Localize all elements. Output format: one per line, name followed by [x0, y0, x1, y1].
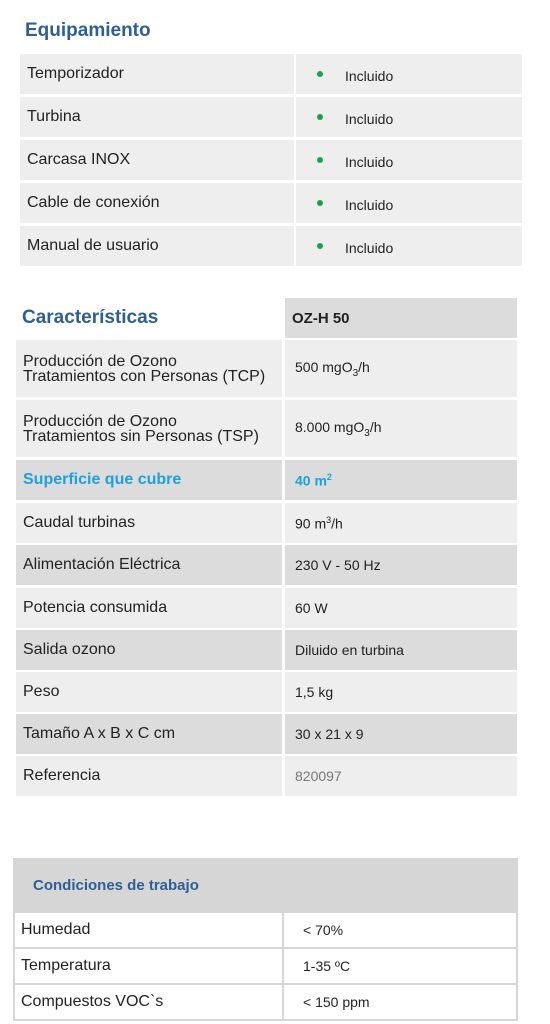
- spec-label: [16, 340, 282, 397]
- spec-value-text: 230 V - 50 Hz: [295, 557, 381, 573]
- spec-label: [16, 714, 282, 754]
- spec-value-text: Diluido en turbina: [295, 642, 404, 658]
- equipment-status-label: Incluido: [345, 240, 394, 256]
- condition-label-text: Temperatura: [21, 957, 111, 974]
- equipment-status: [296, 54, 522, 94]
- model-header: [285, 298, 517, 338]
- spec-label-text: Alimentación Eléctrica: [23, 556, 181, 573]
- spec-label: [16, 588, 282, 628]
- spec-label-text: Tamaño A x B x C cm: [23, 725, 176, 742]
- equipment-item: [20, 183, 294, 223]
- equipment-item-label: Cable de conexión: [27, 194, 160, 211]
- spec-value: [285, 588, 517, 628]
- spec-label: [16, 630, 282, 670]
- spec-label-text: Peso: [23, 683, 60, 700]
- condition-label-text: Humedad: [21, 921, 91, 938]
- spec-value: [285, 714, 517, 754]
- condiciones-header: [15, 860, 516, 911]
- spec-label: [16, 503, 282, 543]
- equipment-item: [20, 54, 294, 94]
- spec-value-text: 60 W: [295, 600, 328, 616]
- condition-value-text: < 70%: [303, 922, 344, 938]
- spec-label-text: Superficie que cubre: [23, 471, 182, 488]
- spec-label-text: Producción de Ozono Tratamientos sin Personas (TSP): [23, 412, 259, 445]
- spec-label-text: Referencia: [23, 767, 101, 784]
- equipment-status-label: Incluido: [345, 197, 394, 213]
- equipment-item-label: Turbina: [27, 108, 81, 125]
- spec-label: [16, 400, 282, 457]
- equipment-item: [20, 97, 294, 137]
- condition-value: [284, 949, 516, 983]
- equipment-status-label: Incluido: [345, 111, 394, 127]
- condition-label: [15, 949, 282, 983]
- spec-value-text: 40 $m^2$: [295, 471, 332, 489]
- equipment-status: [296, 183, 522, 223]
- spec-value: [285, 460, 517, 500]
- bullet-icon: [317, 114, 323, 120]
- spec-label: [16, 545, 282, 585]
- bullet-icon: [317, 157, 323, 163]
- spec-label-text: Producción de Ozono Tratamientos con Personas (TCP): [23, 352, 266, 385]
- equipment-status-label: Incluido: [345, 68, 394, 84]
- spec-label-text: Caudal turbinas: [23, 514, 136, 531]
- equipment-item-label: Temporizador: [27, 65, 124, 82]
- spec-label: [16, 460, 282, 500]
- spec-label: [16, 672, 282, 712]
- equipment-item: [20, 140, 294, 180]
- spec-value: [285, 756, 517, 796]
- equipamiento-title: Equipamiento: [25, 20, 151, 41]
- condition-value: [284, 985, 516, 1019]
- equipment-status: [296, 226, 522, 266]
- spec-label: [16, 756, 282, 796]
- condition-label: [15, 913, 282, 947]
- bullet-icon: [317, 71, 323, 77]
- condiciones-title: Condiciones de trabajo: [33, 877, 199, 894]
- condition-value-text: 1-35 ºC: [303, 958, 351, 974]
- condition-label-text: Compuestos VOC`s: [21, 993, 164, 1010]
- spec-value: [285, 400, 517, 457]
- spec-value-text: 8.000 mgO$_3$/h: [295, 418, 382, 439]
- equipment-item-label: Carcasa INOX: [27, 151, 131, 168]
- spec-value-text: 500 mgO$_3$/h: [295, 358, 370, 379]
- equipment-status: [296, 140, 522, 180]
- condition-label: [15, 985, 282, 1019]
- equipment-item: [20, 226, 294, 266]
- model-label: OZ-H 50: [292, 309, 350, 327]
- spec-value: [285, 630, 517, 670]
- spec-value: [285, 340, 517, 397]
- condition-value-text: < 150 ppm: [303, 994, 370, 1010]
- spec-value-text: 1,5 kg: [295, 684, 334, 700]
- equipment-status: [296, 97, 522, 137]
- equipment-status-label: Incluido: [345, 154, 394, 170]
- spec-value: [285, 503, 517, 543]
- bullet-icon: [317, 200, 323, 206]
- caracteristicas-title: Características: [22, 307, 159, 328]
- spec-value-text: 90 $m^3/h$: [295, 514, 343, 532]
- spec-value: [285, 545, 517, 585]
- spec-value: [285, 672, 517, 712]
- condition-value: [284, 913, 516, 947]
- spec-label-text: Potencia consumida: [23, 599, 168, 616]
- bullet-icon: [317, 243, 323, 249]
- equipment-item-label: Manual de usuario: [27, 237, 159, 254]
- spec-value-text: 30 x 21 x 9: [295, 726, 364, 742]
- spec-label-text: Salida ozono: [23, 641, 116, 658]
- spec-value-text: 820097: [295, 768, 342, 784]
